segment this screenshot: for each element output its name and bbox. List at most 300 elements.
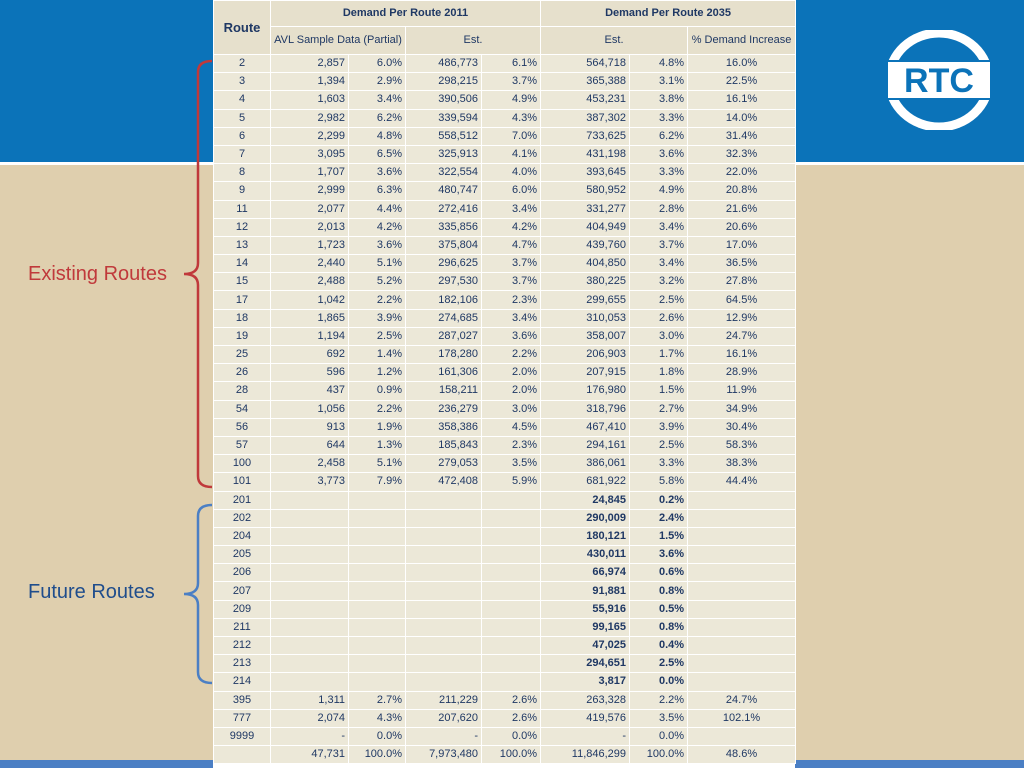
est-2011-share-cell bbox=[482, 582, 541, 600]
est-2035-cell: 24,845 bbox=[541, 491, 630, 509]
avl-count-cell: 2,077 bbox=[271, 200, 349, 218]
est-2011-header: Est. bbox=[406, 27, 541, 55]
demand-increase-cell bbox=[688, 655, 796, 673]
avl-share-cell: 5.1% bbox=[349, 255, 406, 273]
avl-share-cell: 7.9% bbox=[349, 473, 406, 491]
est-2011-share-cell bbox=[482, 564, 541, 582]
avl-count-cell bbox=[271, 600, 349, 618]
est-2035-cell: 358,007 bbox=[541, 327, 630, 345]
est-2035-share-cell: 6.2% bbox=[630, 127, 688, 145]
route-cell: 25 bbox=[214, 346, 271, 364]
est-2011-share-cell: 3.7% bbox=[482, 273, 541, 291]
table-body bbox=[214, 55, 796, 764]
table-row bbox=[214, 418, 796, 436]
est-2011-share-cell: 6.1% bbox=[482, 55, 541, 73]
est-2011-share-cell: 3.7% bbox=[482, 73, 541, 91]
avl-share-cell: 0.9% bbox=[349, 382, 406, 400]
demand-increase-cell: 58.3% bbox=[688, 436, 796, 454]
route-cell: 209 bbox=[214, 600, 271, 618]
est-2011-cell: 296,625 bbox=[406, 255, 482, 273]
est-2011-cell: 272,416 bbox=[406, 200, 482, 218]
table-row bbox=[214, 600, 796, 618]
demand-increase-cell: 17.0% bbox=[688, 236, 796, 254]
avl-share-cell: 3.6% bbox=[349, 236, 406, 254]
est-2035-cell: 66,974 bbox=[541, 564, 630, 582]
demand-table bbox=[213, 0, 796, 764]
est-2035-cell: 365,388 bbox=[541, 73, 630, 91]
demand-increase-cell bbox=[688, 509, 796, 527]
est-2011-share-cell bbox=[482, 509, 541, 527]
est-2011-share-cell: 3.0% bbox=[482, 400, 541, 418]
demand-2011-header: Demand Per Route 2011 bbox=[271, 1, 541, 27]
route-cell: 211 bbox=[214, 618, 271, 636]
table-row bbox=[214, 637, 796, 655]
demand-increase-cell: 28.9% bbox=[688, 364, 796, 382]
avl-count-cell: 644 bbox=[271, 436, 349, 454]
avl-count-cell: 2,458 bbox=[271, 455, 349, 473]
avl-share-cell: 3.6% bbox=[349, 164, 406, 182]
table-row bbox=[214, 400, 796, 418]
table-row bbox=[214, 200, 796, 218]
table-row bbox=[214, 491, 796, 509]
demand-increase-cell: 20.8% bbox=[688, 182, 796, 200]
avl-share-cell: 1.4% bbox=[349, 346, 406, 364]
est-2011-share-cell bbox=[482, 600, 541, 618]
est-2035-share-cell: 0.4% bbox=[630, 637, 688, 655]
est-2011-share-cell: 7.0% bbox=[482, 127, 541, 145]
est-2011-cell: 325,913 bbox=[406, 145, 482, 163]
avl-count-cell: 437 bbox=[271, 382, 349, 400]
est-2035-cell: - bbox=[541, 727, 630, 745]
est-2035-cell: 294,651 bbox=[541, 655, 630, 673]
avl-sample-header: AVL Sample Data (Partial) bbox=[271, 27, 406, 55]
est-2035-share-cell: 3.3% bbox=[630, 109, 688, 127]
est-2011-share-cell: 2.3% bbox=[482, 436, 541, 454]
est-2011-cell: 185,843 bbox=[406, 436, 482, 454]
est-2011-cell bbox=[406, 618, 482, 636]
table-row bbox=[214, 527, 796, 545]
est-2035-cell: 393,645 bbox=[541, 164, 630, 182]
route-cell: 17 bbox=[214, 291, 271, 309]
demand-increase-cell: 11.9% bbox=[688, 382, 796, 400]
route-cell: 202 bbox=[214, 509, 271, 527]
table-row bbox=[214, 455, 796, 473]
route-cell: 201 bbox=[214, 491, 271, 509]
table-row bbox=[214, 655, 796, 673]
route-cell: 206 bbox=[214, 564, 271, 582]
future-routes-brace bbox=[176, 502, 216, 686]
demand-increase-cell: 20.6% bbox=[688, 218, 796, 236]
avl-count-cell bbox=[271, 546, 349, 564]
demand-increase-cell: 44.4% bbox=[688, 473, 796, 491]
est-2035-share-cell: 5.8% bbox=[630, 473, 688, 491]
est-2035-share-cell: 1.5% bbox=[630, 527, 688, 545]
est-2035-share-cell: 2.5% bbox=[630, 291, 688, 309]
route-cell: 19 bbox=[214, 327, 271, 345]
est-2035-share-cell: 3.0% bbox=[630, 327, 688, 345]
est-2035-share-cell: 3.3% bbox=[630, 455, 688, 473]
est-2035-cell: 681,922 bbox=[541, 473, 630, 491]
avl-share-cell: 4.2% bbox=[349, 218, 406, 236]
demand-increase-cell bbox=[688, 527, 796, 545]
est-2011-cell bbox=[406, 582, 482, 600]
route-cell: 56 bbox=[214, 418, 271, 436]
table-row bbox=[214, 509, 796, 527]
rtc-logo bbox=[884, 30, 994, 130]
route-cell: 9 bbox=[214, 182, 271, 200]
avl-count-cell: 2,488 bbox=[271, 273, 349, 291]
est-2035-cell: 310,053 bbox=[541, 309, 630, 327]
demand-increase-cell bbox=[688, 673, 796, 691]
est-2035-cell: 290,009 bbox=[541, 509, 630, 527]
demand-increase-cell: 32.3% bbox=[688, 145, 796, 163]
est-2035-share-cell: 3.8% bbox=[630, 91, 688, 109]
est-2011-cell bbox=[406, 673, 482, 691]
demand-increase-cell bbox=[688, 618, 796, 636]
est-2011-cell bbox=[406, 491, 482, 509]
table-row bbox=[214, 164, 796, 182]
est-2035-share-cell: 0.5% bbox=[630, 600, 688, 618]
demand-table-container bbox=[213, 0, 795, 768]
demand-increase-cell: 21.6% bbox=[688, 200, 796, 218]
demand-increase-cell bbox=[688, 564, 796, 582]
avl-share-cell bbox=[349, 491, 406, 509]
est-2011-cell: 279,053 bbox=[406, 455, 482, 473]
avl-share-cell: 4.3% bbox=[349, 709, 406, 727]
avl-count-cell bbox=[271, 582, 349, 600]
est-2011-share-cell: 3.5% bbox=[482, 455, 541, 473]
est-2035-cell: 180,121 bbox=[541, 527, 630, 545]
est-2011-cell bbox=[406, 546, 482, 564]
existing-routes-label: Existing Routes bbox=[28, 263, 167, 285]
est-2035-share-cell: 3.7% bbox=[630, 236, 688, 254]
est-2011-share-cell: 4.1% bbox=[482, 145, 541, 163]
est-2011-cell: 486,773 bbox=[406, 55, 482, 73]
est-2035-cell: 564,718 bbox=[541, 55, 630, 73]
avl-count-cell: 1,723 bbox=[271, 236, 349, 254]
demand-increase-cell: 24.7% bbox=[688, 327, 796, 345]
est-2011-share-cell: 100.0% bbox=[482, 746, 541, 764]
est-2035-cell: 294,161 bbox=[541, 436, 630, 454]
route-cell: 8 bbox=[214, 164, 271, 182]
est-2011-share-cell bbox=[482, 618, 541, 636]
est-2035-share-cell: 0.0% bbox=[630, 673, 688, 691]
avl-count-cell: 2,982 bbox=[271, 109, 349, 127]
est-2011-cell: 211,229 bbox=[406, 691, 482, 709]
est-2011-share-cell bbox=[482, 546, 541, 564]
route-cell: 213 bbox=[214, 655, 271, 673]
est-2035-cell: 733,625 bbox=[541, 127, 630, 145]
est-2035-share-cell: 3.4% bbox=[630, 255, 688, 273]
est-2035-cell: 467,410 bbox=[541, 418, 630, 436]
avl-share-cell: 4.8% bbox=[349, 127, 406, 145]
demand-increase-cell bbox=[688, 582, 796, 600]
route-cell: 212 bbox=[214, 637, 271, 655]
avl-count-cell: 692 bbox=[271, 346, 349, 364]
est-2011-share-cell: 4.9% bbox=[482, 91, 541, 109]
est-2011-share-cell: 2.3% bbox=[482, 291, 541, 309]
avl-count-cell bbox=[271, 509, 349, 527]
demand-increase-cell: 48.6% bbox=[688, 746, 796, 764]
table-row bbox=[214, 109, 796, 127]
route-header: Route bbox=[214, 1, 271, 55]
route-cell: 100 bbox=[214, 455, 271, 473]
est-2011-cell: 161,306 bbox=[406, 364, 482, 382]
est-2011-share-cell: 2.2% bbox=[482, 346, 541, 364]
route-cell: 13 bbox=[214, 236, 271, 254]
avl-share-cell bbox=[349, 600, 406, 618]
route-cell: 28 bbox=[214, 382, 271, 400]
est-2035-cell: 176,980 bbox=[541, 382, 630, 400]
est-2011-cell: 322,554 bbox=[406, 164, 482, 182]
est-2035-cell: 404,949 bbox=[541, 218, 630, 236]
avl-count-cell: 2,299 bbox=[271, 127, 349, 145]
route-cell: 11 bbox=[214, 200, 271, 218]
est-2035-cell: 263,328 bbox=[541, 691, 630, 709]
avl-share-cell: 2.2% bbox=[349, 400, 406, 418]
est-2035-share-cell: 0.8% bbox=[630, 618, 688, 636]
est-2035-cell: 380,225 bbox=[541, 273, 630, 291]
est-2011-cell: 358,386 bbox=[406, 418, 482, 436]
est-2011-cell: 287,027 bbox=[406, 327, 482, 345]
est-2011-cell bbox=[406, 564, 482, 582]
est-2011-share-cell: 5.9% bbox=[482, 473, 541, 491]
est-2035-cell: 91,881 bbox=[541, 582, 630, 600]
est-2035-share-cell: 2.2% bbox=[630, 691, 688, 709]
est-2035-cell: 55,916 bbox=[541, 600, 630, 618]
table-row bbox=[214, 582, 796, 600]
avl-share-cell: 1.3% bbox=[349, 436, 406, 454]
est-2011-cell: 7,973,480 bbox=[406, 746, 482, 764]
avl-share-cell bbox=[349, 618, 406, 636]
est-2011-cell: - bbox=[406, 727, 482, 745]
demand-increase-cell: 22.5% bbox=[688, 73, 796, 91]
est-2035-cell: 431,198 bbox=[541, 145, 630, 163]
est-2035-share-cell: 3.3% bbox=[630, 164, 688, 182]
avl-share-cell: 0.0% bbox=[349, 727, 406, 745]
avl-count-cell: 1,056 bbox=[271, 400, 349, 418]
route-cell: 3 bbox=[214, 73, 271, 91]
est-2035-share-cell: 3.5% bbox=[630, 709, 688, 727]
avl-share-cell bbox=[349, 509, 406, 527]
avl-share-cell: 3.9% bbox=[349, 309, 406, 327]
est-2011-share-cell: 4.3% bbox=[482, 109, 541, 127]
demand-increase-cell bbox=[688, 491, 796, 509]
avl-share-cell bbox=[349, 527, 406, 545]
est-2035-share-cell: 0.8% bbox=[630, 582, 688, 600]
avl-count-cell: 2,013 bbox=[271, 218, 349, 236]
avl-count-cell: 3,095 bbox=[271, 145, 349, 163]
est-2011-cell bbox=[406, 637, 482, 655]
est-2011-share-cell: 4.2% bbox=[482, 218, 541, 236]
route-cell bbox=[214, 746, 271, 764]
table-row bbox=[214, 673, 796, 691]
avl-count-cell: 2,999 bbox=[271, 182, 349, 200]
est-2011-cell: 339,594 bbox=[406, 109, 482, 127]
demand-increase-cell bbox=[688, 637, 796, 655]
est-2035-cell: 206,903 bbox=[541, 346, 630, 364]
est-2035-share-cell: 1.8% bbox=[630, 364, 688, 382]
table-row bbox=[214, 291, 796, 309]
est-2011-share-cell bbox=[482, 491, 541, 509]
est-2035-cell: 331,277 bbox=[541, 200, 630, 218]
avl-share-cell: 1.2% bbox=[349, 364, 406, 382]
route-cell: 2 bbox=[214, 55, 271, 73]
avl-share-cell: 3.4% bbox=[349, 91, 406, 109]
avl-count-cell bbox=[271, 655, 349, 673]
demand-increase-cell: 30.4% bbox=[688, 418, 796, 436]
est-2035-share-cell: 4.8% bbox=[630, 55, 688, 73]
est-2011-share-cell: 4.0% bbox=[482, 164, 541, 182]
est-2011-share-cell: 4.5% bbox=[482, 418, 541, 436]
est-2035-share-cell: 0.0% bbox=[630, 727, 688, 745]
est-2035-cell: 299,655 bbox=[541, 291, 630, 309]
table-row bbox=[214, 382, 796, 400]
est-2035-share-cell: 1.5% bbox=[630, 382, 688, 400]
route-cell: 395 bbox=[214, 691, 271, 709]
avl-count-cell: 1,042 bbox=[271, 291, 349, 309]
avl-count-cell bbox=[271, 637, 349, 655]
est-2035-cell: 11,846,299 bbox=[541, 746, 630, 764]
est-2035-share-cell: 3.1% bbox=[630, 73, 688, 91]
avl-share-cell: 1.9% bbox=[349, 418, 406, 436]
est-2035-share-cell: 3.6% bbox=[630, 145, 688, 163]
route-cell: 9999 bbox=[214, 727, 271, 745]
table-row bbox=[214, 746, 796, 764]
future-routes-label: Future Routes bbox=[28, 581, 155, 603]
est-2035-cell: 3,817 bbox=[541, 673, 630, 691]
route-cell: 14 bbox=[214, 255, 271, 273]
est-2011-cell bbox=[406, 527, 482, 545]
avl-count-cell: 1,707 bbox=[271, 164, 349, 182]
demand-increase-cell: 14.0% bbox=[688, 109, 796, 127]
est-2011-share-cell: 0.0% bbox=[482, 727, 541, 745]
est-2011-cell: 207,620 bbox=[406, 709, 482, 727]
table-row bbox=[214, 218, 796, 236]
avl-share-cell bbox=[349, 637, 406, 655]
est-2011-cell: 178,280 bbox=[406, 346, 482, 364]
est-2011-share-cell: 3.6% bbox=[482, 327, 541, 345]
est-2011-cell: 472,408 bbox=[406, 473, 482, 491]
avl-count-cell bbox=[271, 673, 349, 691]
est-2035-cell: 453,231 bbox=[541, 91, 630, 109]
demand-increase-cell: 16.0% bbox=[688, 55, 796, 73]
est-2035-share-cell: 2.8% bbox=[630, 200, 688, 218]
demand-increase-cell: 31.4% bbox=[688, 127, 796, 145]
demand-increase-cell: 64.5% bbox=[688, 291, 796, 309]
demand-increase-cell bbox=[688, 546, 796, 564]
est-2035-share-cell: 3.6% bbox=[630, 546, 688, 564]
avl-share-cell bbox=[349, 546, 406, 564]
avl-share-cell: 6.3% bbox=[349, 182, 406, 200]
est-2011-share-cell: 2.6% bbox=[482, 709, 541, 727]
table-row bbox=[214, 91, 796, 109]
demand-increase-cell: 16.1% bbox=[688, 91, 796, 109]
est-2035-share-cell: 1.7% bbox=[630, 346, 688, 364]
est-2035-cell: 404,850 bbox=[541, 255, 630, 273]
avl-share-cell: 2.7% bbox=[349, 691, 406, 709]
est-2011-share-cell: 3.4% bbox=[482, 309, 541, 327]
avl-share-cell: 4.4% bbox=[349, 200, 406, 218]
avl-share-cell bbox=[349, 673, 406, 691]
table-row bbox=[214, 145, 796, 163]
table-row bbox=[214, 273, 796, 291]
table-row bbox=[214, 73, 796, 91]
avl-count-cell: 1,865 bbox=[271, 309, 349, 327]
est-2011-cell: 182,106 bbox=[406, 291, 482, 309]
route-cell: 777 bbox=[214, 709, 271, 727]
demand-increase-cell: 36.5% bbox=[688, 255, 796, 273]
est-2035-share-cell: 2.7% bbox=[630, 400, 688, 418]
est-2011-cell: 297,530 bbox=[406, 273, 482, 291]
table-row bbox=[214, 709, 796, 727]
est-2035-share-cell: 2.5% bbox=[630, 655, 688, 673]
avl-count-cell: 47,731 bbox=[271, 746, 349, 764]
table-row bbox=[214, 255, 796, 273]
route-cell: 18 bbox=[214, 309, 271, 327]
table-row bbox=[214, 691, 796, 709]
demand-increase-cell bbox=[688, 727, 796, 745]
est-2011-share-cell: 6.0% bbox=[482, 182, 541, 200]
table-row bbox=[214, 55, 796, 73]
est-2011-cell: 158,211 bbox=[406, 382, 482, 400]
avl-count-cell: 1,311 bbox=[271, 691, 349, 709]
est-2035-cell: 430,011 bbox=[541, 546, 630, 564]
avl-count-cell bbox=[271, 618, 349, 636]
demand-increase-cell: 22.0% bbox=[688, 164, 796, 182]
est-2035-cell: 207,915 bbox=[541, 364, 630, 382]
table-row bbox=[214, 236, 796, 254]
est-2011-cell: 558,512 bbox=[406, 127, 482, 145]
avl-share-cell: 2.2% bbox=[349, 291, 406, 309]
est-2035-cell: 318,796 bbox=[541, 400, 630, 418]
est-2011-cell: 390,506 bbox=[406, 91, 482, 109]
route-cell: 101 bbox=[214, 473, 271, 491]
avl-count-cell: 913 bbox=[271, 418, 349, 436]
demand-increase-cell: 16.1% bbox=[688, 346, 796, 364]
est-2035-share-cell: 2.5% bbox=[630, 436, 688, 454]
avl-count-cell: 1,394 bbox=[271, 73, 349, 91]
table-row bbox=[214, 327, 796, 345]
route-cell: 57 bbox=[214, 436, 271, 454]
avl-share-cell: 6.2% bbox=[349, 109, 406, 127]
est-2035-cell: 439,760 bbox=[541, 236, 630, 254]
est-2011-share-cell: 3.4% bbox=[482, 200, 541, 218]
avl-share-cell bbox=[349, 564, 406, 582]
demand-increase-cell: 27.8% bbox=[688, 273, 796, 291]
table-row bbox=[214, 473, 796, 491]
est-2035-cell: 386,061 bbox=[541, 455, 630, 473]
est-2011-cell bbox=[406, 509, 482, 527]
avl-count-cell: 1,603 bbox=[271, 91, 349, 109]
est-2035-share-cell: 3.2% bbox=[630, 273, 688, 291]
est-2035-header: Est. bbox=[541, 27, 688, 55]
route-cell: 207 bbox=[214, 582, 271, 600]
demand-increase-cell: 38.3% bbox=[688, 455, 796, 473]
table-row bbox=[214, 346, 796, 364]
route-cell: 26 bbox=[214, 364, 271, 382]
route-cell: 12 bbox=[214, 218, 271, 236]
demand-2035-header: Demand Per Route 2035 bbox=[541, 1, 796, 27]
est-2035-cell: 419,576 bbox=[541, 709, 630, 727]
avl-count-cell: 3,773 bbox=[271, 473, 349, 491]
est-2035-share-cell: 100.0% bbox=[630, 746, 688, 764]
est-2011-cell bbox=[406, 655, 482, 673]
est-2011-share-cell: 4.7% bbox=[482, 236, 541, 254]
est-2011-share-cell bbox=[482, 637, 541, 655]
avl-count-cell: 2,074 bbox=[271, 709, 349, 727]
est-2011-share-cell: 3.7% bbox=[482, 255, 541, 273]
